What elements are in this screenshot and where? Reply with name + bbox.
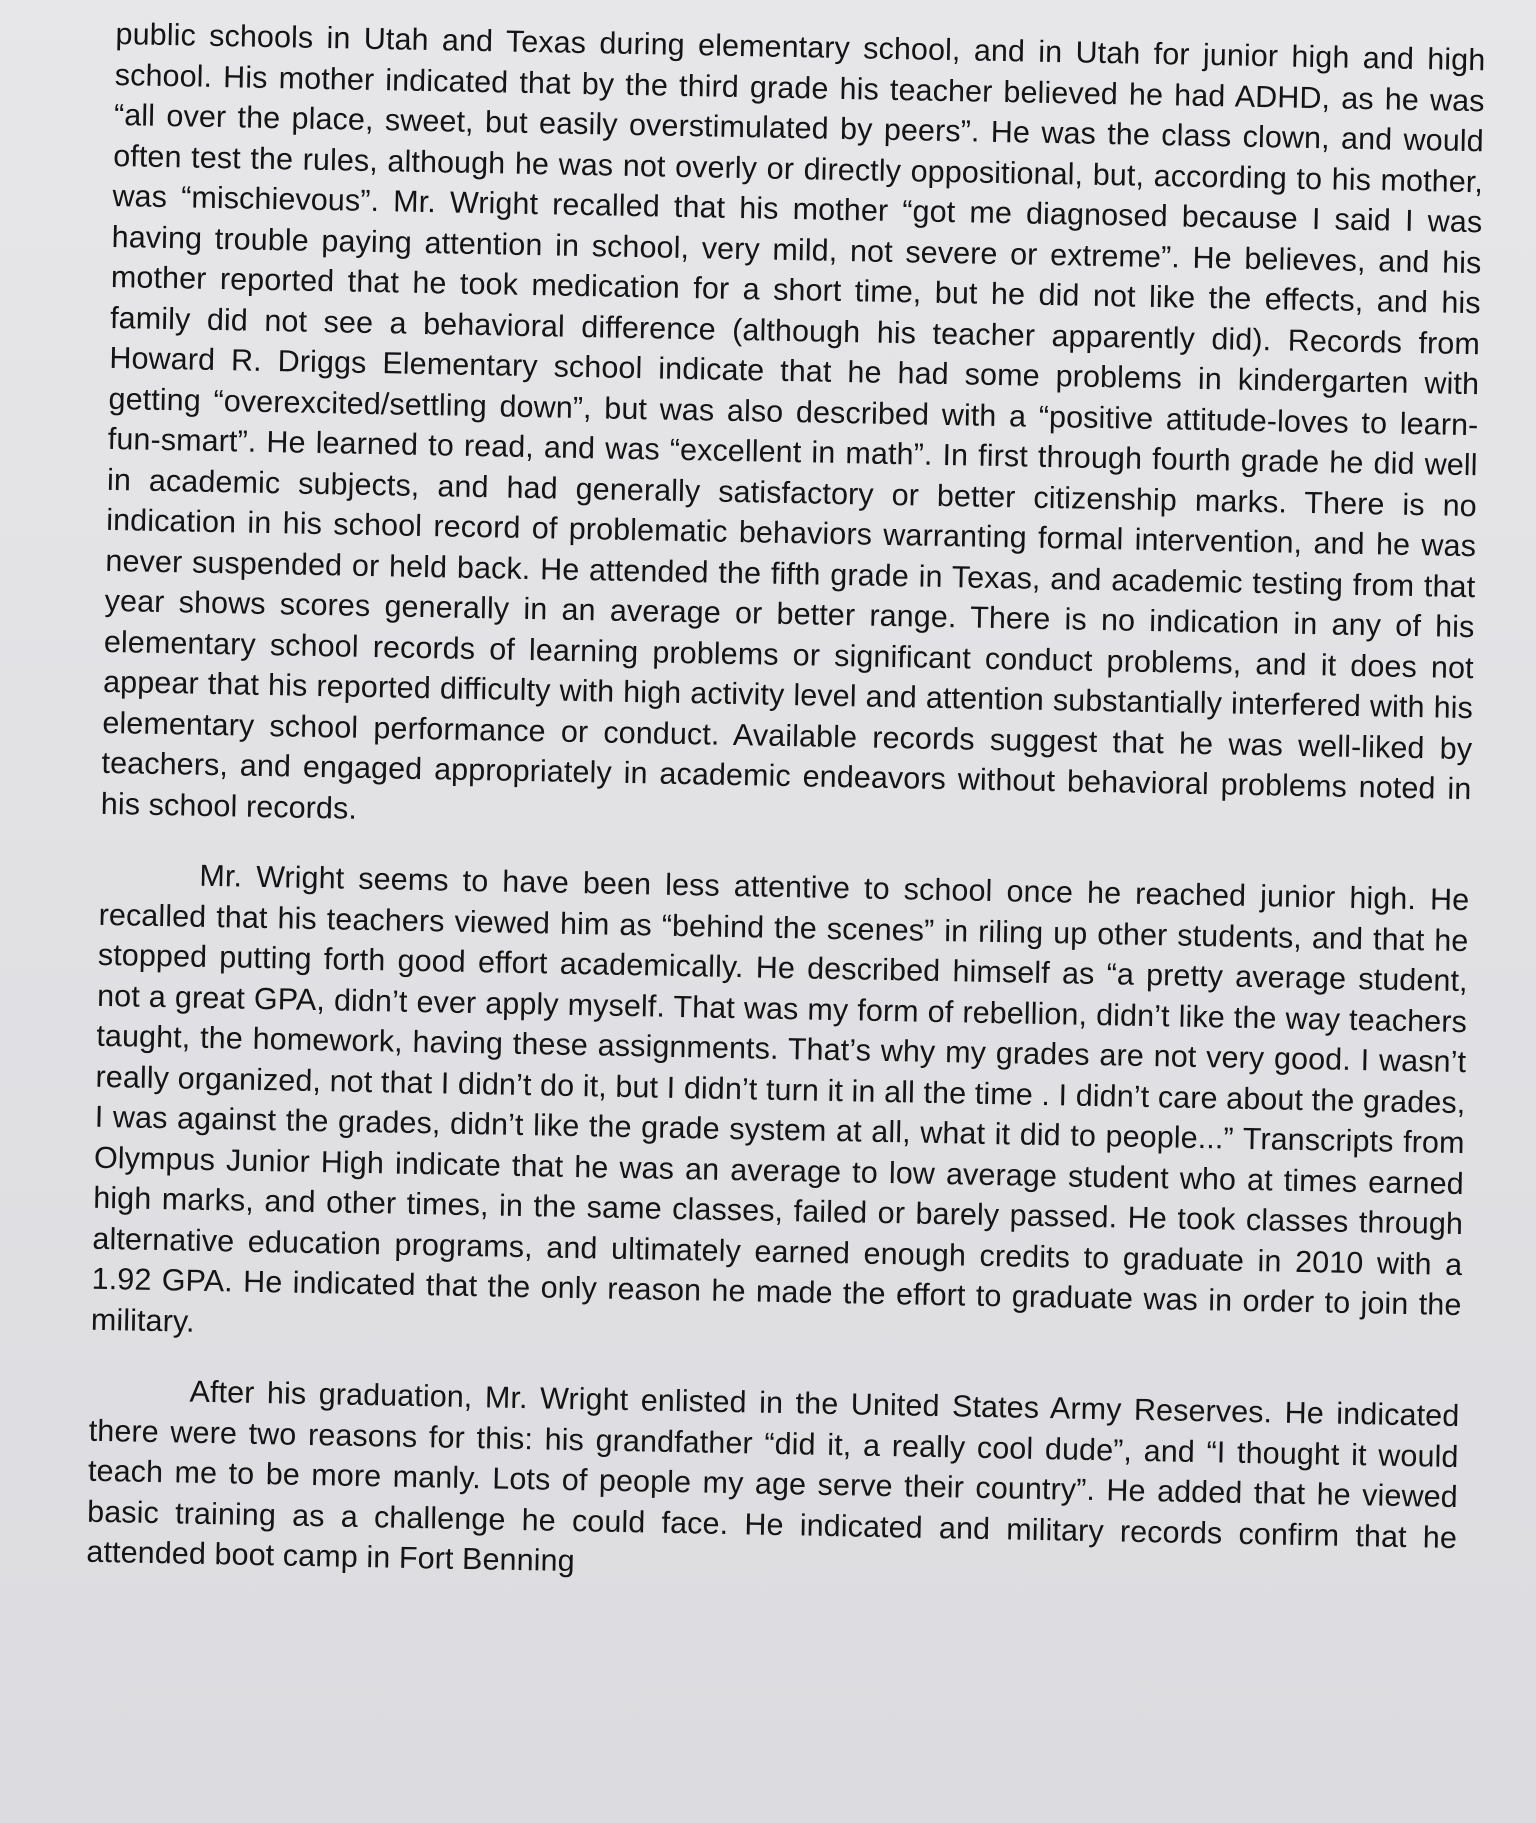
paragraph-school-history: public schools in Utah and Texas during elementary school, and in Utah for junior high and high school. His mother indicated that by the third grade his teacher believed he had ADHD, as he was “all over the place, sweet, but easily overstimulated by peers”. He was the class clown, and would often test the rules, although he was not overly or directly oppositional, but, according to his mother, was “mischievous”. Mr. Wright recalled that his mother “got me diagnosed because I said I was having trouble paying attention in school, very mild, not severe or extreme”. He believes, and his mother reported that he took medication for a short time, but he did not like the effects, and his family did not see a behavioral difference (although his teacher apparently did). Records from Howard R. Driggs Elementary school indicate that he had some problems in kindergarten with getting “overexcited/settling down”, but was also described with a “positive attitude-loves to learn-fun-smart”. He learned to read, and was “excellent in math”. In first through fourth grade he did well in academic subjects, and had generally satisfactory or better citizenship marks. There is no indication in his school record of problematic behaviors warranting formal intervention, and he was never suspended or held back. He attended the fifth grade in Texas, and academic testing from that year shows scores generally in an average or better range. There is no indication in any of his elementary school records of learning problems or significant conduct problems, and it does not appear that his reported difficulty with high activity level and attention substantially interfered with his elementary school performance or conduct. Available records suggest that he was well-liked by teachers, and engaged appropriately in academic endeavors without behavioral problems noted in his school records. (100, 16, 1486, 826)
paragraph-junior-high: Mr. Wright seems to have been less attentive to school once he reached junior high. He recalled that his teachers viewed him as “behind the scenes” in riling up other students, and that he stopped putting forth good effort academically. He described himself as “a pretty average student, not a great GPA, didn’t ever apply myself. That was my form of rebellion, didn’t like the way teachers taught, the homework, having these assignments. That’s why my grades are not very good. I wasn’t really organized, not that I didn’t do it, but I didn’t turn it in all the time . I didn’t care about the grades, I was against the grades, didn’t like the grade system at all, what it did to people...” Transcripts from Olympus Junior High indicate that he was an average to low average student who at times earned high marks, and other times, in the same classes, failed or barely passed. He took classes through alternative education programs, and ultimately earned enough credits to graduate in 2010 with a 1.92 GPA. He indicated that the only reason he made the effort to graduate was in order to join the military. (90, 858, 1470, 1339)
document-body (86, 14, 1486, 1599)
paragraph-military: After his graduation, Mr. Wright enlisted in the United States Army Reserves. He indicated there were two reasons for this: his grandfather “did it, a really cool dude”, and “I thought it would teach me to be more manly. Lots of people my age serve their country”. He added that he viewed basic training as a challenge he could face. He indicated and military records confirm that he attended boot camp in Fort Benning (86, 1374, 1460, 1579)
